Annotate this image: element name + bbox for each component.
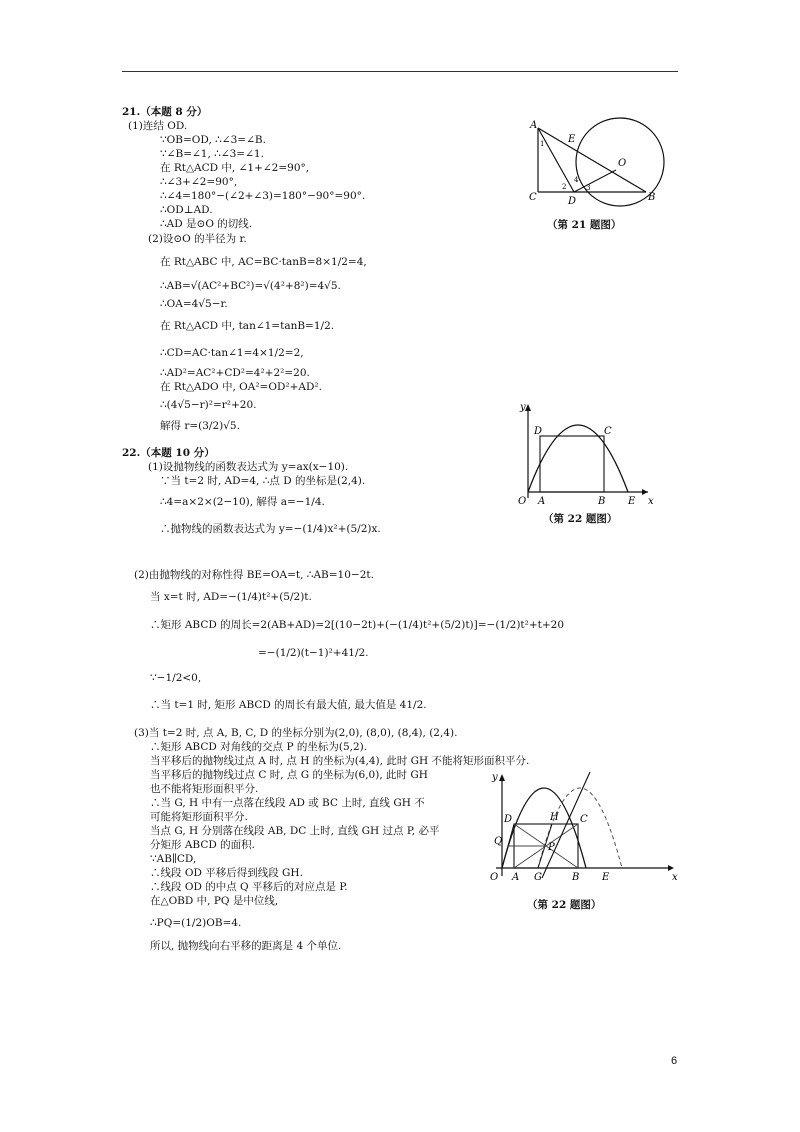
label-e: E	[602, 872, 610, 883]
label-angle-3: 3	[586, 184, 591, 192]
label-e: E	[628, 496, 636, 507]
text-line: 分矩形 ABCD 的面积.	[150, 839, 255, 851]
label-a: A	[530, 120, 538, 131]
label-angle-4: 4	[574, 176, 579, 184]
figure-22-caption-2: （第 22 题图）	[527, 899, 602, 911]
label-x: x	[672, 872, 678, 883]
text-line: ∴OA=4√5−r.	[160, 298, 228, 310]
label-b: B	[572, 872, 580, 883]
label-p: P	[548, 842, 555, 853]
text-line: 在 Rt△ACD 中, tan∠1=tanB=1/2.	[160, 320, 335, 332]
text-line: 当 x=t 时, AD=−(1/4)t²+(5/2)t.	[150, 591, 312, 603]
text-line: ∴AD²=AC²+CD²=4²+2²=20.	[160, 367, 310, 379]
text-line: ∴CD=AC·tan∠1=4×1/2=2,	[160, 347, 304, 359]
label-b: B	[598, 496, 606, 507]
problem-21-heading: 21.（本题 8 分）	[122, 106, 208, 118]
text-line: ∴当 t=1 时, 矩形 ABCD 的周长有最大值, 最大值是 41/2.	[150, 699, 427, 711]
text-line: ∴AB=√(AC²+BC²)=√(4²+8²)=4√5.	[160, 280, 341, 292]
text-line: ∵∠B=∠1, ∴∠3=∠1.	[160, 148, 264, 160]
text-line: ∴4=a×2×(2−10), 解得 a=−1/4.	[160, 496, 325, 508]
label-o: O	[490, 872, 499, 883]
text-line: ∴矩形 ABCD 对角线的交点 P 的坐标为(5,2).	[150, 741, 368, 753]
text-line: 解得 r=(3/2)√5.	[160, 420, 240, 432]
label-b: B	[648, 192, 656, 203]
text-line: 在△OBD 中, PQ 是中位线,	[150, 895, 279, 907]
figure-22-graph-2	[482, 768, 682, 888]
text-line: ∴PQ=(1/2)OB=4.	[150, 917, 242, 929]
problem-22-heading: 22.（本题 10 分）	[122, 447, 215, 459]
line-gh-extended	[542, 772, 590, 878]
text-line: ∵当 t=2 时, AD=4, ∴点 D 的坐标是(2,4).	[160, 475, 366, 487]
label-angle-1: 1	[540, 140, 545, 148]
label-c: C	[604, 426, 612, 437]
text-line: ∴∠3+∠2=90°,	[160, 176, 238, 188]
label-a: A	[538, 496, 546, 507]
label-d: D	[568, 196, 577, 207]
page-number: 6	[671, 1055, 678, 1067]
parabola	[528, 425, 628, 492]
rectangle-abcd	[540, 436, 604, 492]
text-line: 可能将矩形面积平分.	[150, 811, 248, 823]
text-line: ∵−1/2<0,	[150, 672, 202, 684]
header-rule	[122, 71, 678, 72]
label-d: D	[504, 814, 513, 825]
x-axis-arrow	[642, 489, 648, 495]
text-line: (1)连结 OD.	[128, 120, 188, 132]
text-line: 当点 G, H 分别落在线段 AB, DC 上时, 直线 GH 过点 P, 必平	[150, 825, 440, 837]
text-line: ∴线段 OD 的中点 Q 平移后的对应点是 P.	[150, 881, 348, 893]
label-g: G	[534, 872, 542, 883]
text-line: ∴矩形 ABCD 的周长=2(AB+AD)=2[(10−2t)+(−(1/4)t²+(5/2)t)]=−(1/2)t²+t+20	[150, 619, 565, 631]
text-line: (2)由抛物线的对称性得 BE=OA=t, ∴AB=10−2t.	[134, 569, 374, 581]
x-axis-arrow	[668, 865, 674, 871]
figure-22-caption-1: （第 22 题图）	[543, 513, 618, 525]
text-line: 当平移后的抛物线过点 C 时, 点 G 的坐标为(6,0), 此时 GH	[150, 769, 428, 781]
text-line: 在 Rt△ADO 中, OA²=OD²+AD².	[160, 381, 322, 393]
label-o: O	[518, 496, 527, 507]
text-line: (1)设抛物线的函数表达式为 y=ax(x−10).	[148, 461, 349, 473]
text-line: 在 Rt△ABC 中, AC=BC·tanB=8×1/2=4,	[160, 256, 367, 268]
y-axis-arrow	[525, 404, 531, 411]
label-d: D	[534, 426, 543, 437]
text-line: 也不能将矩形面积平分.	[150, 783, 259, 795]
text-line: 在 Rt△ACD 中, ∠1+∠2=90°,	[160, 162, 310, 174]
text-line: ∴线段 OD 平移后得到线段 GH.	[150, 867, 303, 879]
label-e: E	[568, 134, 576, 145]
label-c: C	[580, 814, 588, 825]
text-line: =−(1/2)(t−1)²+41/2.	[258, 647, 369, 659]
figure-21-diagram	[520, 112, 680, 216]
y-axis-arrow	[499, 774, 505, 781]
text-line: (2)设⊙O 的半径为 r.	[148, 233, 247, 245]
label-y: y	[520, 402, 526, 413]
text-line: ∵OB=OD, ∴∠3=∠B.	[160, 134, 266, 146]
text-line: ∴(4√5−r)²=r²+20.	[160, 399, 257, 411]
text-line: ∴∠4=180°−(∠2+∠3)=180°−90°=90°.	[160, 190, 366, 202]
text-line: 所以, 抛物线向右平移的距离是 4 个单位.	[150, 940, 342, 952]
label-q: Q	[494, 836, 503, 847]
figure-21-caption: （第 21 题图）	[547, 219, 622, 231]
label-y: y	[492, 772, 498, 783]
text-line: (3)当 t=2 时, 点 A, B, C, D 的坐标分别为(2,0), (8,0), (8,4), (2,4).	[134, 727, 458, 739]
text-line: ∴OD⊥AD.	[160, 204, 213, 216]
label-h: H	[550, 812, 559, 823]
text-line: ∴AD 是⊙O 的切线.	[160, 218, 253, 230]
text-line: ∴当 G, H 中有一点落在线段 AD 或 BC 上时, 直线 GH 不	[150, 797, 425, 809]
figure-22-graph-1	[508, 398, 658, 508]
label-x: x	[648, 496, 654, 507]
label-c: C	[529, 192, 537, 203]
parabola-original	[502, 788, 586, 868]
label-a: A	[512, 872, 520, 883]
text-line: 当平移后的抛物线过点 A 时, 点 H 的坐标为(4,4), 此时 GH 不能将矩形面积平分.	[150, 755, 530, 767]
text-line: ∴抛物线的函数表达式为 y=−(1/4)x²+(5/2)x.	[160, 523, 381, 535]
text-line: ∵AB∥CD,	[150, 853, 197, 865]
label-o: O	[618, 158, 627, 169]
label-angle-2: 2	[562, 183, 567, 191]
